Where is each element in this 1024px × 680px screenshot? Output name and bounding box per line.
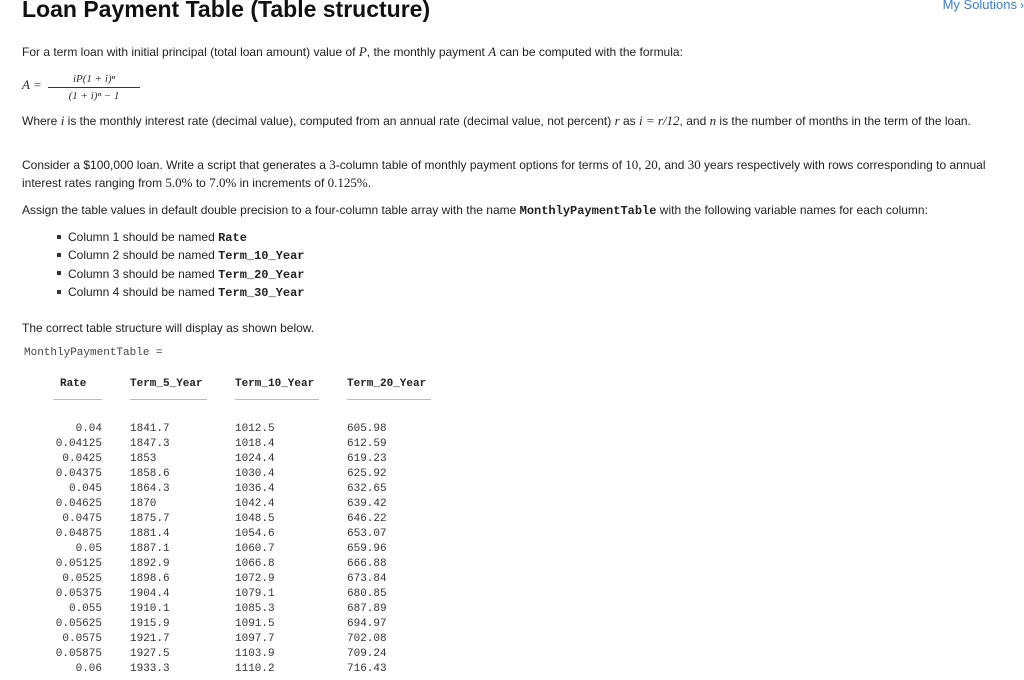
table-cell: 1012.5 [235, 423, 275, 435]
column-header: Term_10_Year [235, 378, 315, 390]
table-cell: 1036.4 [235, 483, 275, 495]
list-item: Column 3 should be named Term_20_Year [52, 265, 305, 283]
bullet-icon [57, 271, 61, 275]
table-cell: 1864.3 [130, 483, 170, 495]
table-display-label: MonthlyPaymentTable = [24, 347, 163, 359]
header-underline [53, 399, 102, 400]
table-cell: 1915.9 [130, 618, 170, 630]
table-cell: 0.05 [75, 543, 102, 555]
table-cell: 646.22 [347, 513, 387, 525]
my-solutions-label: My Solutions [942, 0, 1017, 12]
table-cell: 1910.1 [130, 603, 170, 615]
header-underline [130, 399, 207, 400]
table-cell: 0.0475 [62, 513, 102, 525]
table-cell: 1847.3 [130, 438, 170, 450]
column-header: Term_5_Year [130, 378, 203, 390]
table-cell: 0.04375 [55, 468, 102, 480]
column-header: Term_20_Year [347, 378, 427, 390]
table-cell: 1072.9 [235, 573, 275, 585]
fraction-bar [48, 87, 140, 88]
bullet-icon [57, 290, 61, 294]
where-paragraph: Where i is the monthly interest rate (decimal value), computed from an annual rate (decimal value, not percent) r as i = r/12, and n is the number of months in the term of the loan. [22, 113, 971, 128]
table-cell: 0.04125 [55, 438, 102, 450]
table-cell: 709.24 [347, 648, 387, 660]
table-cell: 1875.7 [130, 513, 170, 525]
assign-paragraph: Assign the table values in default double precision to a four-column table array with the name MonthlyPaymentTable with the following variable names for each column: [22, 203, 928, 218]
chevron-right-icon: › [1020, 0, 1024, 12]
table-cell: 680.85 [347, 588, 387, 600]
formula-lhs: A = [22, 77, 42, 92]
table-cell: 1091.5 [235, 618, 275, 630]
page-title: Loan Payment Table (Table structure) [22, 0, 431, 22]
column-header: Rate [60, 378, 87, 390]
table-name-code: MonthlyPaymentTable [519, 204, 657, 218]
header-underline [235, 399, 319, 400]
table-cell: 1870 [130, 498, 157, 510]
table-cell: 0.055 [68, 603, 102, 615]
table-cell: 1085.3 [235, 603, 275, 615]
table-cell: 1024.4 [235, 453, 275, 465]
table-cell: 0.04625 [55, 498, 102, 510]
table-cell: 1933.3 [130, 663, 170, 675]
table-cell: 639.42 [347, 498, 387, 510]
table-cell: 1079.1 [235, 588, 275, 600]
table-cell: 1904.4 [130, 588, 170, 600]
intro-paragraph: For a term loan with initial principal (total loan amount) value of P, the monthly payment A can be computed with the formula: [22, 44, 683, 59]
formula-numerator: iP(1 + i)ⁿ [72, 73, 116, 85]
table-cell: 0.05625 [55, 618, 102, 630]
table-cell: 1042.4 [235, 498, 275, 510]
table-cell: 0.05875 [55, 648, 102, 660]
correct-structure-text: The correct table structure will display as shown below. [22, 321, 315, 335]
bullet-icon [57, 253, 61, 257]
table-cell: 694.97 [347, 618, 387, 630]
table-cell: 653.07 [347, 528, 387, 540]
table-cell: 0.0425 [62, 453, 102, 465]
table-cell: 702.08 [347, 633, 387, 645]
table-cell: 1841.7 [130, 423, 170, 435]
table-cell: 659.96 [347, 543, 387, 555]
table-cell: 0.06 [75, 663, 102, 675]
formula-fraction [48, 72, 140, 103]
table-cell: 625.92 [347, 468, 387, 480]
table-cell: 0.04875 [55, 528, 102, 540]
table-cell: 1892.9 [130, 558, 170, 570]
table-cell: 619.23 [347, 453, 387, 465]
table-cell: 0.04 [75, 423, 102, 435]
table-cell: 673.84 [347, 573, 387, 585]
table-cell: 1097.7 [235, 633, 275, 645]
table-cell: 612.59 [347, 438, 387, 450]
table-cell: 1066.8 [235, 558, 275, 570]
table-cell: 1898.6 [130, 573, 170, 585]
formula-denominator: (1 + i)ⁿ − 1 [68, 90, 120, 102]
table-cell: 605.98 [347, 423, 387, 435]
header-underline [347, 399, 431, 400]
table-cell: 666.88 [347, 558, 387, 570]
list-item: Column 4 should be named Term_30_Year [52, 283, 305, 301]
table-cell: 1018.4 [235, 438, 275, 450]
table-cell: 1887.1 [130, 543, 170, 555]
table-cell: 0.045 [68, 483, 102, 495]
monthly-payment-table [0, 378, 1024, 678]
table-cell: 1927.5 [130, 648, 170, 660]
my-solutions-link[interactable] [943, 0, 1024, 12]
table-cell: 1048.5 [235, 513, 275, 525]
table-cell: 1858.6 [130, 468, 170, 480]
table-cell: 632.65 [347, 483, 387, 495]
bullet-icon [57, 235, 61, 239]
table-cell: 1054.6 [235, 528, 275, 540]
table-cell: 1881.4 [130, 528, 170, 540]
table-cell: 1030.4 [235, 468, 275, 480]
table-cell: 1110.2 [235, 663, 275, 675]
table-cell: 1103.9 [235, 648, 275, 660]
table-cell: 1060.7 [235, 543, 275, 555]
table-cell: 0.05125 [55, 558, 102, 570]
table-cell: 1921.7 [130, 633, 170, 645]
list-item: Column 1 should be named Rate [52, 228, 305, 246]
table-cell: 0.0575 [62, 633, 102, 645]
table-cell: 687.89 [347, 603, 387, 615]
list-item: Column 2 should be named Term_10_Year [52, 246, 305, 264]
table-cell: 1853 [130, 453, 157, 465]
consider-paragraph: Consider a $100,000 loan. Write a script that generates a 3-column table of monthly payment options for terms of 10, 20, and 30 years respectively with rows corresponding to annual interest rates ranging from 5.0% to 7.0% in increments of 0.125%. [22, 157, 986, 190]
table-cell: 0.0525 [62, 573, 102, 585]
column-names-list [52, 228, 305, 301]
table-cell: 0.05375 [55, 588, 102, 600]
table-cell: 716.43 [347, 663, 387, 675]
